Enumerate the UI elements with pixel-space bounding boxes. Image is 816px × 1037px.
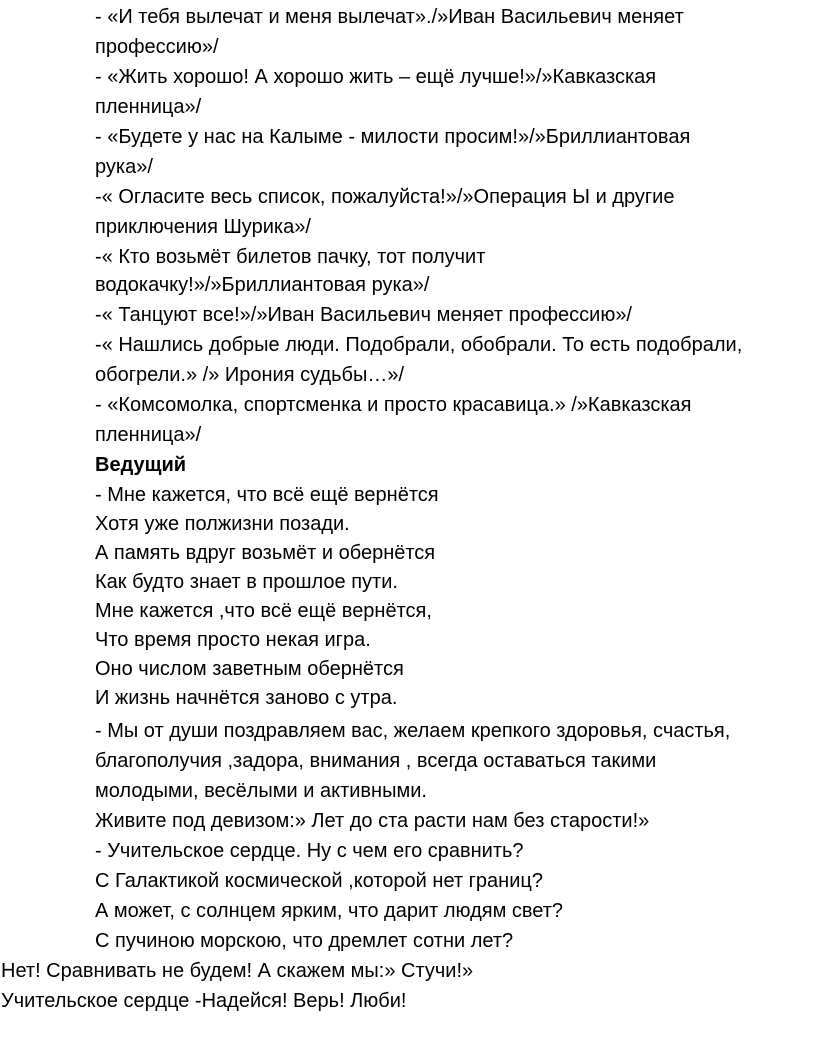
verse-line: С пучиною морскою, что дремлет сотни лет? <box>95 930 514 952</box>
wishes-line: Живите под девизом:» Лет до ста расти нам без старости!» <box>95 810 650 832</box>
quote-line: рука»/ <box>95 156 153 178</box>
poem-line: Мне кажется ,что всё ещё вернётся, <box>95 600 432 622</box>
quote-line: -« Нашлись добрые люди. Подобрали, обобрали. То есть подобрали, <box>95 334 743 356</box>
quote-line: обогрели.» /» Ирония судьбы…»/ <box>95 364 405 386</box>
quote-line: - «Жить хорошо! А хорошо жить – ещё лучше!»/»Кавказская <box>95 66 657 88</box>
quote-line: -« Кто возьмёт билетов пачку, тот получит <box>95 246 486 268</box>
quote-line: пленница»/ <box>95 96 202 118</box>
quote-line: водокачку!»/»Бриллиантовая рука»/ <box>95 274 430 296</box>
poem-line: А память вдруг возьмёт и обернётся <box>95 542 436 564</box>
wishes-line: благополучия ,задора, внимания , всегда оставаться такими <box>95 750 657 772</box>
verse-line: С Галактикой космической ,которой нет границ? <box>95 870 543 892</box>
poem-line: И жизнь начнётся заново с утра. <box>95 687 398 709</box>
quote-line: - «Будете у нас на Калыме - милости просим!»/»Бриллиантовая <box>95 126 691 148</box>
speaker-heading: Ведущий <box>95 454 187 476</box>
quote-line: приключения Шурика»/ <box>95 216 311 238</box>
poem-line: Что время просто некая игра. <box>95 629 371 651</box>
wishes-line: - Мы от души поздравляем вас, желаем крепкого здоровья, счастья, <box>95 720 731 742</box>
poem-line: - Мне кажется, что всё ещё вернётся <box>95 484 439 506</box>
verse-line: А может, с солнцем ярким, что дарит людям свет? <box>95 900 564 922</box>
quote-line: профессию»/ <box>95 36 219 58</box>
quote-line: - «И тебя вылечат и меня вылечат»./»Иван Васильевич меняет <box>95 6 684 28</box>
closing-line: Нет! Сравнивать не будем! А скажем мы:» Стучи!» <box>1 960 474 982</box>
quote-line: пленница»/ <box>95 424 202 446</box>
closing-line: Учительское сердце -Надейся! Верь! Люби! <box>1 990 407 1012</box>
quote-line: -« Огласите весь список, пожалуйста!»/»Операция Ы и другие <box>95 186 675 208</box>
wishes-line: молодыми, весёлыми и активными. <box>95 780 427 802</box>
verse-line: - Учительское сердце. Ну с чем его сравнить? <box>95 840 524 862</box>
poem-line: Оно числом заветным обернётся <box>95 658 404 680</box>
quote-line: - «Комсомолка, спортсменка и просто красавица.» /»Кавказская <box>95 394 692 416</box>
quote-line: -« Танцуют все!»/»Иван Васильевич меняет профессию»/ <box>95 304 632 326</box>
poem-line: Хотя уже полжизни позади. <box>95 513 350 535</box>
poem-line: Как будто знает в прошлое пути. <box>95 571 398 593</box>
